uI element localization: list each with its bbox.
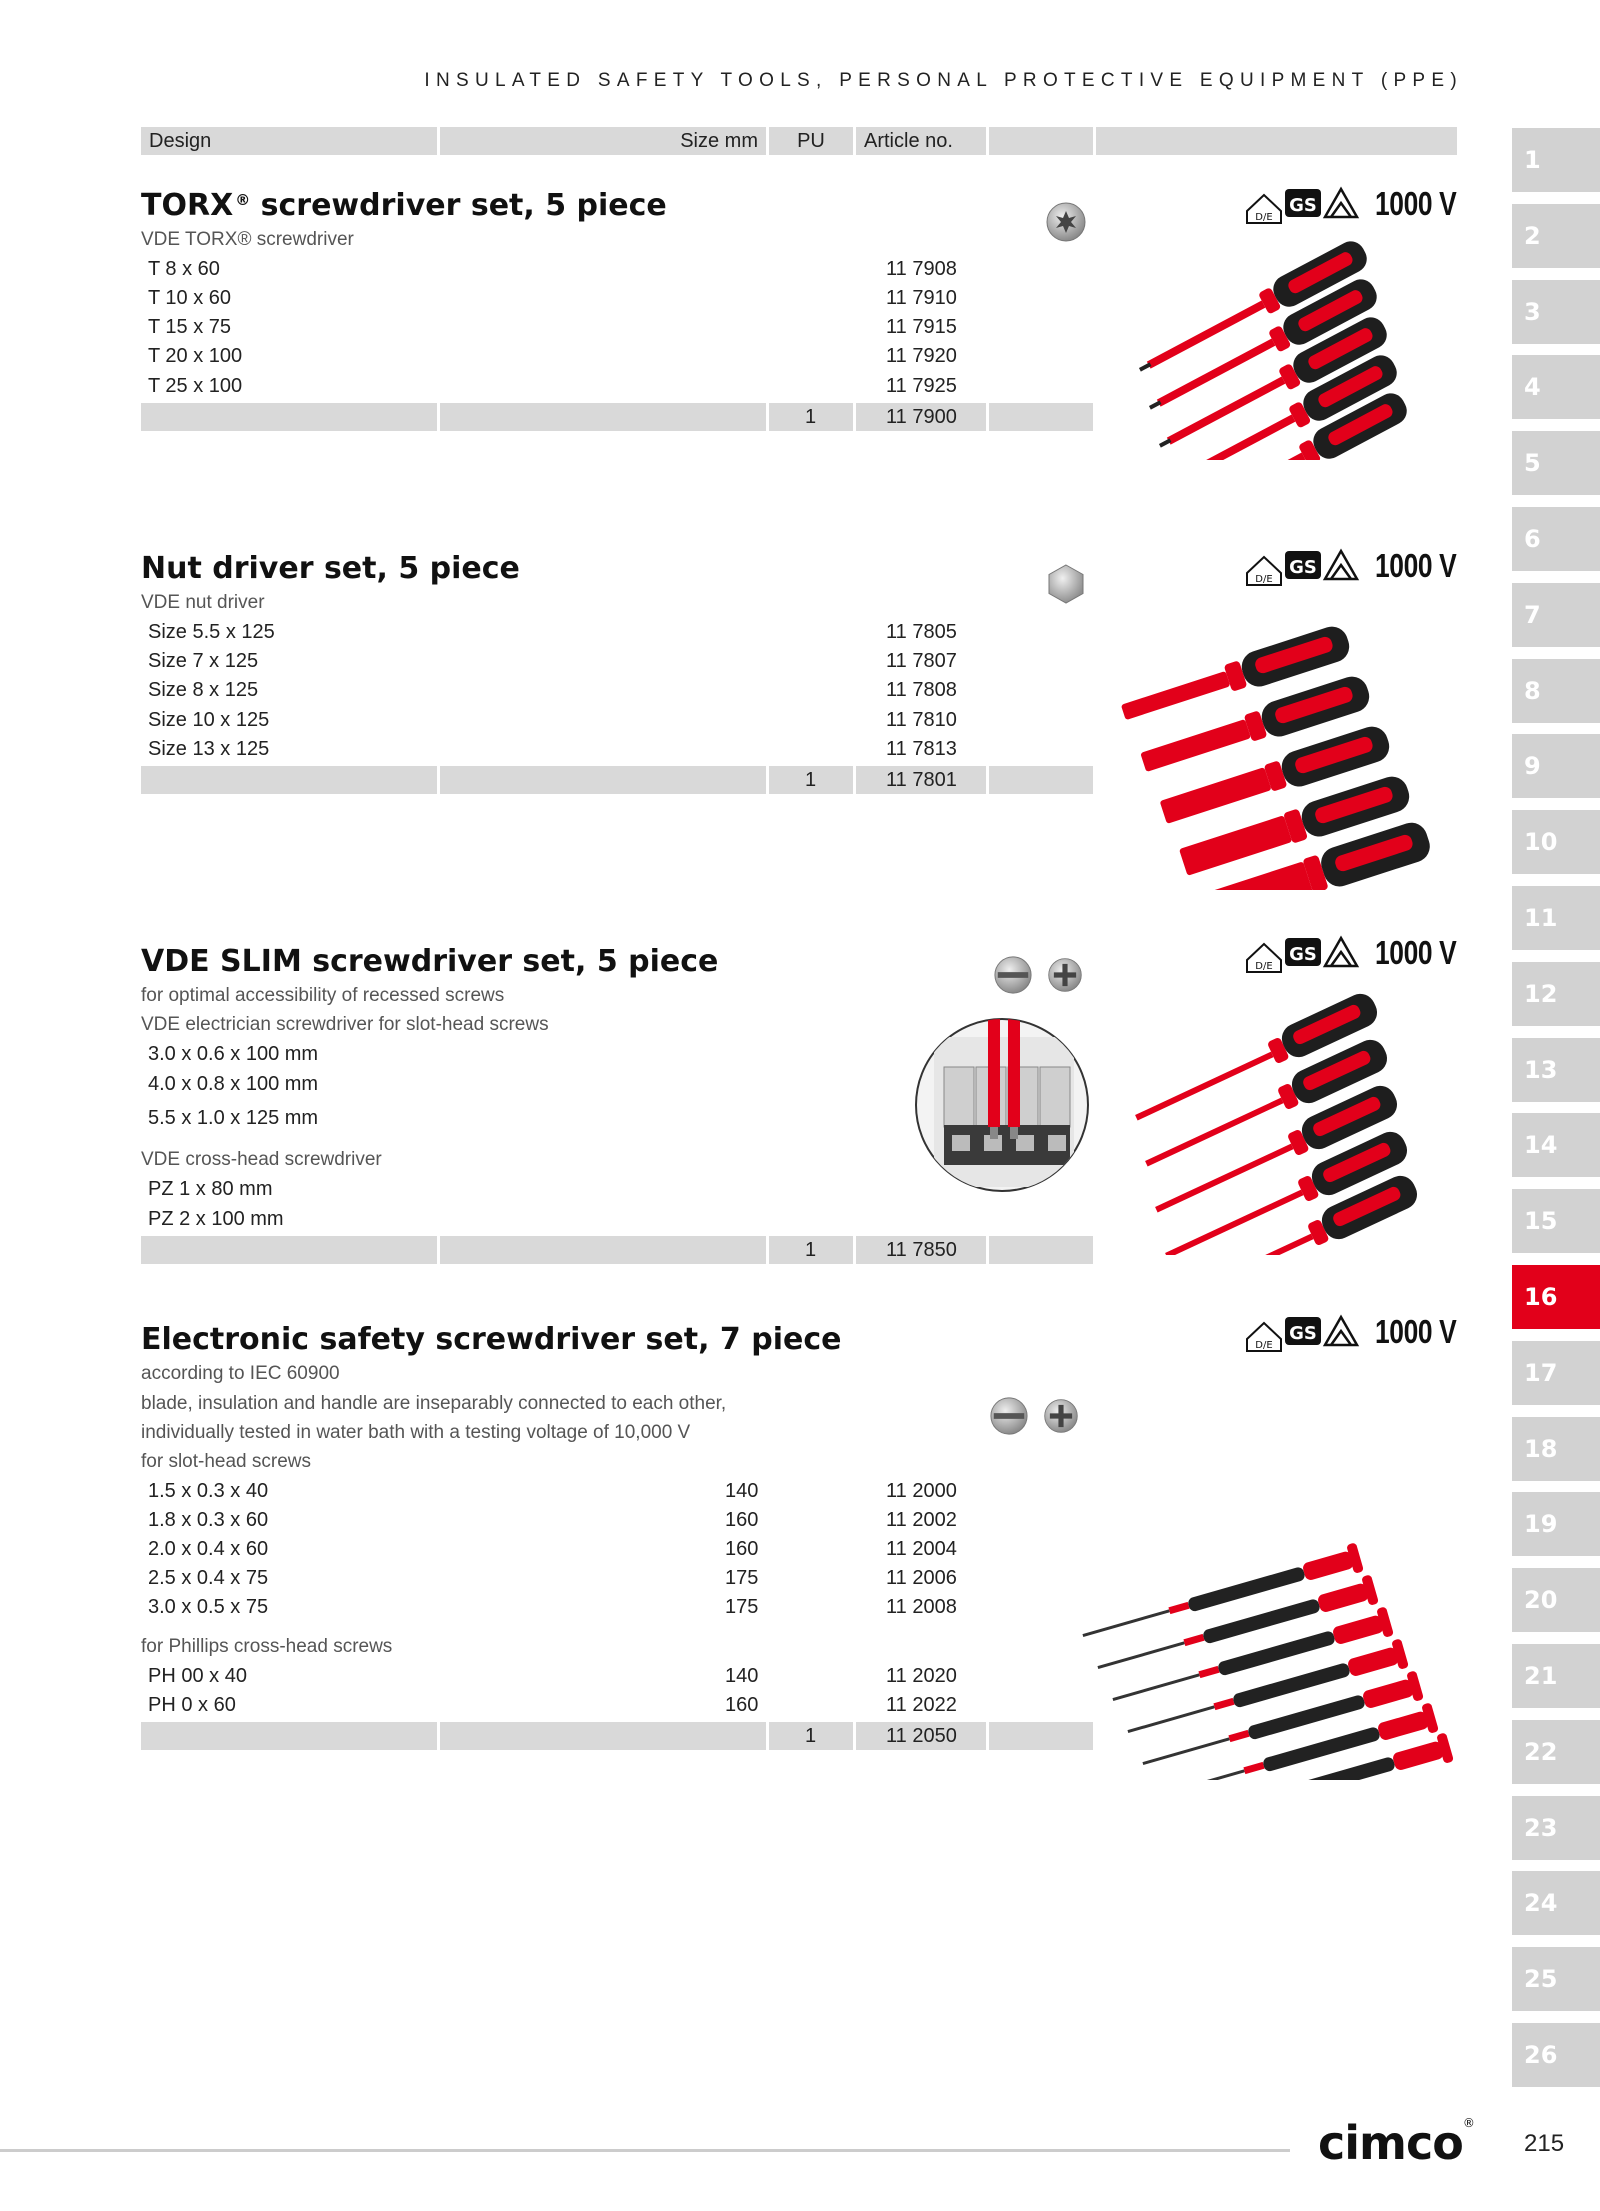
chapter-tab-5[interactable]: 5 xyxy=(1512,431,1600,495)
table-row-article: 11 7920 xyxy=(886,345,957,367)
table-row-article: 11 2002 xyxy=(886,1509,957,1531)
section-note: blade, insulation and handle are inseparably connected to each other, xyxy=(141,1393,727,1414)
approval-marks xyxy=(1245,545,1467,589)
column-header-design: Design xyxy=(141,127,437,155)
chapter-tab-1[interactable]: 1 xyxy=(1512,128,1600,192)
table-row-article: 11 7807 xyxy=(886,650,957,672)
set-row-cell xyxy=(141,1722,437,1750)
set-row-cell xyxy=(989,403,1093,431)
table-row-size: 160 xyxy=(725,1694,759,1716)
chapter-tab-21[interactable]: 21 xyxy=(1512,1644,1600,1708)
slot-screw-icon xyxy=(989,1396,1029,1436)
table-row-design: T 25 x 100 xyxy=(148,375,243,397)
gs-mark-text: GS xyxy=(1289,944,1317,965)
chapter-tab-17[interactable]: 17 xyxy=(1512,1341,1600,1405)
table-row-design: Size 5.5 x 125 xyxy=(148,621,275,643)
chapter-tab-9[interactable]: 9 xyxy=(1512,734,1600,798)
voltage-rating: 1000 V xyxy=(1375,185,1457,222)
column-header-blank-2 xyxy=(1096,127,1457,155)
chapter-tab-26[interactable]: 26 xyxy=(1512,2023,1600,2087)
set-row-cell xyxy=(141,403,437,431)
registered-mark: ® xyxy=(235,191,251,209)
vde-mark-text: D/E xyxy=(1255,212,1273,223)
table-row-design: Size 13 x 125 xyxy=(148,738,270,760)
section-note: VDE nut driver xyxy=(141,592,265,613)
table-row-size: 160 xyxy=(725,1538,759,1560)
set-article: 11 2050 xyxy=(886,1725,957,1747)
chapter-tab-2[interactable]: 2 xyxy=(1512,204,1600,268)
title-torx-word: TORX xyxy=(141,188,234,223)
table-row-article: 11 2004 xyxy=(886,1538,957,1560)
table-row-article: 11 2006 xyxy=(886,1567,957,1589)
slim-screwdriver-set-image xyxy=(1120,985,1470,1255)
slot-screw-icon xyxy=(993,955,1033,995)
table-row-design: 1.8 x 0.3 x 60 xyxy=(148,1509,269,1531)
cimco-logo xyxy=(1318,2116,1474,2170)
chapter-tab-20[interactable]: 20 xyxy=(1512,1568,1600,1632)
cross-screw-icon xyxy=(1043,1398,1079,1434)
set-row-cell xyxy=(141,766,437,794)
set-row-cell xyxy=(989,1236,1093,1264)
set-row-cell xyxy=(440,1236,766,1264)
table-row-design: 5.5 x 1.0 x 125 mm xyxy=(148,1107,319,1129)
table-row-design: 3.0 x 0.5 x 75 xyxy=(148,1596,269,1618)
set-article: 11 7900 xyxy=(886,406,957,428)
title-torx-rest: screwdriver set, 5 piece xyxy=(250,188,667,223)
chapter-tab-6[interactable]: 6 xyxy=(1512,507,1600,571)
hex-nut-icon xyxy=(1045,563,1087,605)
table-row-article: 11 2022 xyxy=(886,1694,957,1716)
approval-marks xyxy=(1245,932,1467,976)
set-row-cell xyxy=(989,766,1093,794)
section-title-electronic: Electronic safety screwdriver set, 7 piece xyxy=(141,1322,842,1357)
gs-mark-text: GS xyxy=(1289,557,1317,578)
table-row-design: PZ 1 x 80 mm xyxy=(148,1178,273,1200)
table-row-design: Size 10 x 125 xyxy=(148,709,270,731)
vde-mark-text: D/E xyxy=(1255,961,1273,972)
torx-tip-icon xyxy=(1045,201,1087,243)
table-row-size: 160 xyxy=(725,1509,759,1531)
table-row-article: 11 2008 xyxy=(886,1596,957,1618)
section-note: VDE cross-head screwdriver xyxy=(141,1149,382,1170)
nut-driver-set-image xyxy=(1095,600,1470,890)
table-row-article: 11 2000 xyxy=(886,1480,957,1502)
voltage-rating: 1000 V xyxy=(1375,547,1457,584)
table-row-design: PH 0 x 60 xyxy=(148,1694,236,1716)
section-title-nut-driver: Nut driver set, 5 piece xyxy=(141,551,520,586)
cross-screw-icon xyxy=(1047,957,1083,993)
chapter-tab-18[interactable]: 18 xyxy=(1512,1417,1600,1481)
section-title-torx xyxy=(141,188,667,223)
gs-mark-text: GS xyxy=(1289,195,1317,216)
set-row-cell xyxy=(440,1722,766,1750)
table-row-article: 11 7808 xyxy=(886,679,957,701)
chapter-tab-11[interactable]: 11 xyxy=(1512,886,1600,950)
chapter-tab-25[interactable]: 25 xyxy=(1512,1947,1600,2011)
footer-rule xyxy=(0,2149,1290,2152)
table-row-design: T 20 x 100 xyxy=(148,345,243,367)
table-row-design: 1.5 x 0.3 x 40 xyxy=(148,1480,269,1502)
torx-screwdriver-set-image xyxy=(1120,220,1470,460)
set-pu: 1 xyxy=(805,769,817,791)
table-row-article: 11 7805 xyxy=(886,621,957,643)
page-number: 215 xyxy=(1524,2130,1565,2157)
gs-mark-text: GS xyxy=(1289,1323,1317,1344)
section-title-slim: VDE SLIM screwdriver set, 5 piece xyxy=(141,944,719,979)
chapter-tab-4[interactable]: 4 xyxy=(1512,355,1600,419)
chapter-tab-22[interactable]: 22 xyxy=(1512,1720,1600,1784)
chapter-tab-7[interactable]: 7 xyxy=(1512,583,1600,647)
table-row-article: 11 2020 xyxy=(886,1665,957,1687)
section-note: for optimal accessibility of recessed screws xyxy=(141,985,505,1006)
voltage-rating: 1000 V xyxy=(1375,934,1457,971)
column-header-article: Article no. xyxy=(856,127,986,155)
column-header-pu: PU xyxy=(769,127,853,155)
section-note: for slot-head screws xyxy=(141,1451,312,1472)
section-note: individually tested in water bath with a testing voltage of 10,000 V xyxy=(141,1422,691,1443)
logo-registered-mark: ® xyxy=(1462,2116,1474,2130)
table-row-design: T 15 x 75 xyxy=(148,316,232,338)
section-note: according to IEC 60900 xyxy=(141,1363,340,1384)
set-row-cell xyxy=(440,766,766,794)
chapter-tab-13[interactable]: 13 xyxy=(1512,1038,1600,1102)
page-header: INSULATED SAFETY TOOLS, PERSONAL PROTECTIVE EQUIPMENT (PPE) xyxy=(424,70,1463,91)
chapter-tab-3[interactable]: 3 xyxy=(1512,280,1600,344)
table-row-article: 11 7810 xyxy=(886,709,957,731)
table-row-size: 175 xyxy=(725,1567,759,1589)
section-note: VDE TORX® screwdriver xyxy=(141,229,354,250)
table-row-design: T 10 x 60 xyxy=(148,287,232,309)
set-article: 11 7801 xyxy=(886,769,957,791)
column-header-blank-1 xyxy=(989,127,1093,155)
chapter-tab-12[interactable]: 12 xyxy=(1512,962,1600,1026)
voltage-rating: 1000 V xyxy=(1375,1313,1457,1350)
vde-mark-text: D/E xyxy=(1255,574,1273,585)
set-pu: 1 xyxy=(805,1239,817,1261)
vde-gs-icon xyxy=(1245,1311,1375,1355)
table-row-article: 11 7908 xyxy=(886,258,957,280)
set-row-cell xyxy=(440,403,766,431)
set-row-cell xyxy=(141,1236,437,1264)
chapter-tab-23[interactable]: 23 xyxy=(1512,1796,1600,1860)
section-note: VDE electrician screwdriver for slot-head screws xyxy=(141,1014,549,1035)
table-row-design: PH 00 x 40 xyxy=(148,1665,247,1687)
electronic-screwdriver-set-image xyxy=(1075,1520,1470,1780)
table-row-article: 11 7813 xyxy=(886,738,957,760)
vde-gs-icon xyxy=(1245,932,1375,976)
table-row-design: PZ 2 x 100 mm xyxy=(148,1208,284,1230)
table-row-design: T 8 x 60 xyxy=(148,258,220,280)
table-row-design: 2.5 x 0.4 x 75 xyxy=(148,1567,269,1589)
vde-gs-icon xyxy=(1245,545,1375,589)
table-row-article: 11 7925 xyxy=(886,375,957,397)
column-header-size: Size mm xyxy=(440,127,766,155)
chapter-tab-8[interactable]: 8 xyxy=(1512,659,1600,723)
chapter-tab-16[interactable]: 16 xyxy=(1512,1265,1600,1329)
table-row-design: Size 7 x 125 xyxy=(148,650,259,672)
table-row-design: 3.0 x 0.6 x 100 mm xyxy=(148,1043,319,1065)
chapter-tab-14[interactable]: 14 xyxy=(1512,1113,1600,1177)
set-pu: 1 xyxy=(805,1725,817,1747)
table-row-design: Size 8 x 125 xyxy=(148,679,259,701)
chapter-tab-24[interactable]: 24 xyxy=(1512,1871,1600,1935)
table-row-article: 11 7915 xyxy=(886,316,957,338)
logo-text: cimco xyxy=(1318,2116,1463,2170)
set-pu: 1 xyxy=(805,406,817,428)
table-row-design: 4.0 x 0.8 x 100 mm xyxy=(148,1073,319,1095)
chapter-tab-19[interactable]: 19 xyxy=(1512,1492,1600,1556)
table-row-design: 2.0 x 0.4 x 60 xyxy=(148,1538,269,1560)
chapter-tab-15[interactable]: 15 xyxy=(1512,1189,1600,1253)
vde-mark-text: D/E xyxy=(1255,1340,1273,1351)
table-row-size: 140 xyxy=(725,1480,759,1502)
slim-application-image xyxy=(914,1017,1090,1193)
section-note: for Phillips cross-head screws xyxy=(141,1636,393,1657)
table-row-size: 175 xyxy=(725,1596,759,1618)
table-row-article: 11 7910 xyxy=(886,287,957,309)
chapter-tab-10[interactable]: 10 xyxy=(1512,810,1600,874)
set-article: 11 7850 xyxy=(886,1239,957,1261)
approval-marks xyxy=(1245,1311,1467,1355)
table-row-size: 140 xyxy=(725,1665,759,1687)
